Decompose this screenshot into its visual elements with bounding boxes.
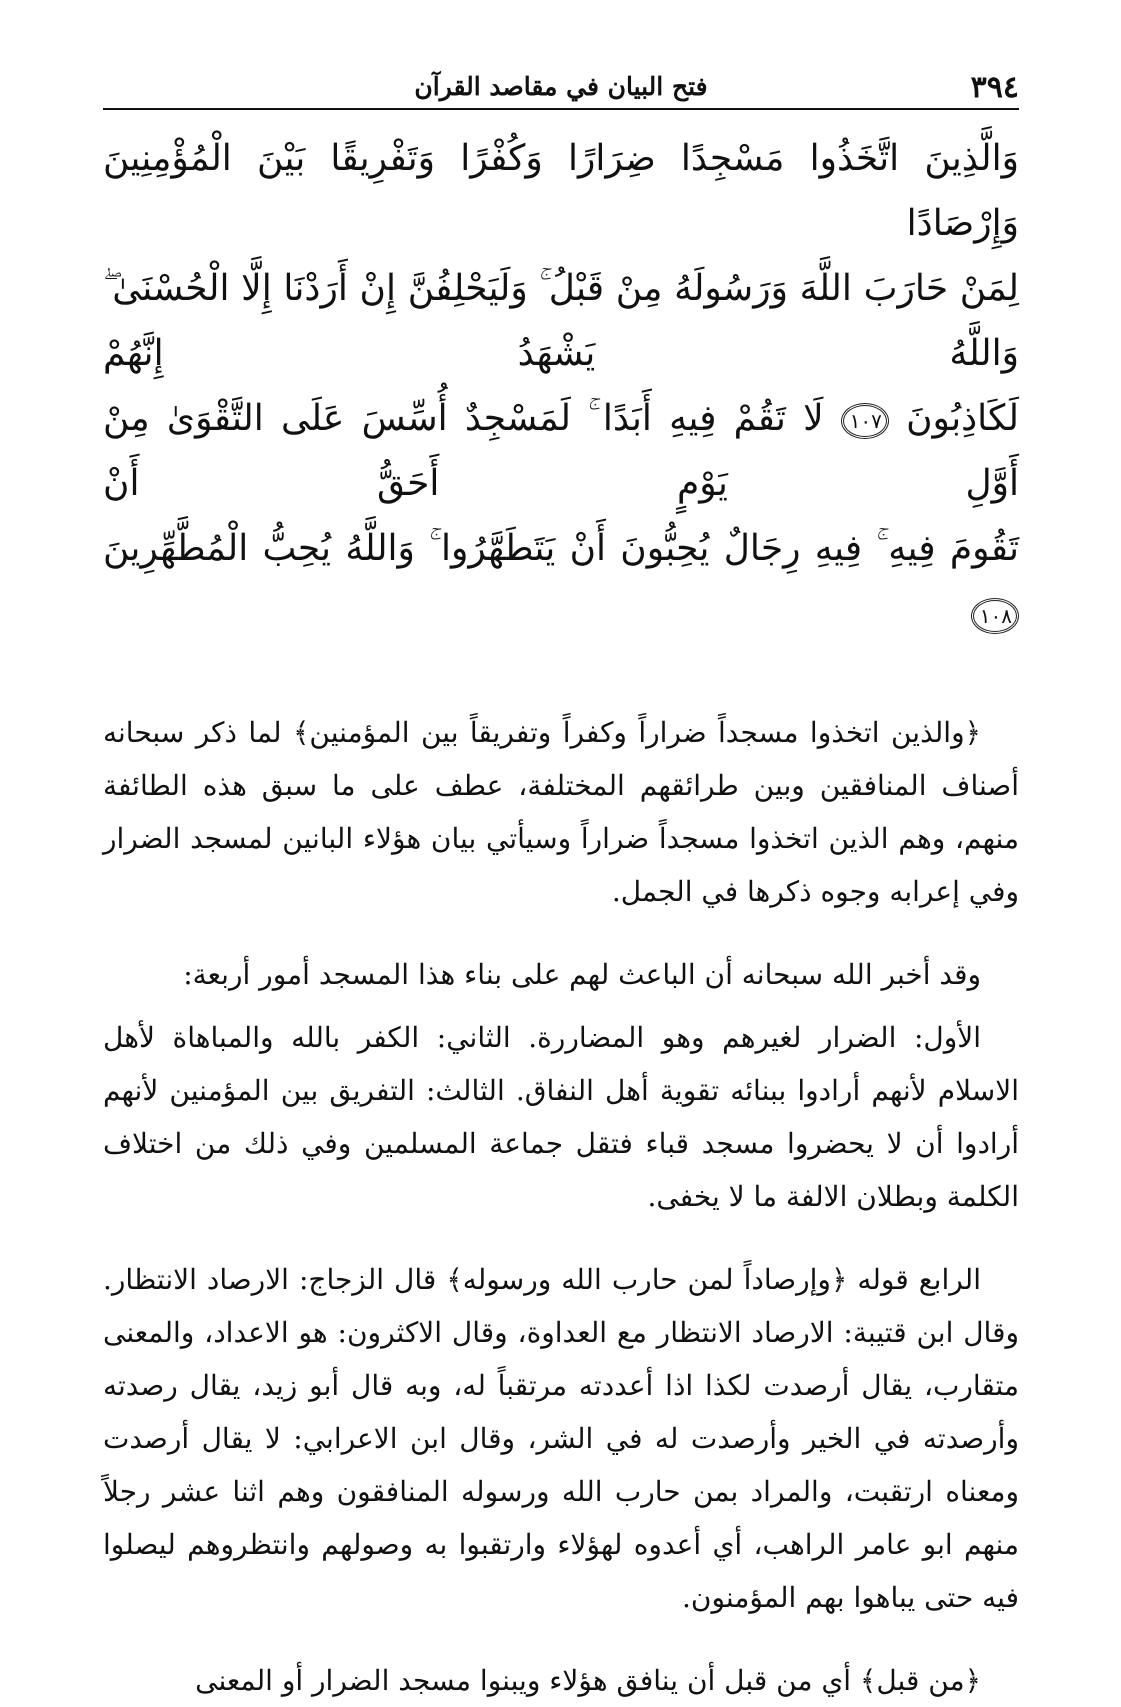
document-page <box>103 68 1019 1707</box>
page-header <box>103 68 1019 110</box>
ayah-number-marker: ١٠٨ <box>971 598 1019 634</box>
page-number: ٣٩٤ <box>970 70 1019 105</box>
commentary-paragraph: ﴿من قبل﴾ أي من قبل أن ينافق هؤلاء ويبنوا مسجد الضرار أو المعنى <box>195 1664 981 1697</box>
commentary-paragraph: الرابع قوله ﴿وإرصاداً لمن حارب الله ورسوله﴾ قال الزجاج: الارصاد الانتظار. وقال ابن قتيبة: الارصاد الانتظار مع العداوة، وقال الاكثرون: هو الاعداد، والمعنى متقارب، يقال أرصدت لكذا اذا أعددته مرتقباً له، وبه قال أبو زيد، يقال رصدته وأرصدته في الخير وأرصدت له في الشر، وقال ابن الاعرابي: لا يقال أرصدت ومعناه ارتقبت، والمراد بمن حارب الله ورسوله المنافقون وهم اثنا عشر رجلاً منهم ابو عامر الراهب، أي أعدوه لهؤلاء وارتقبوا به وصولهم وانتظروهم ليصلوا فيه حتى يباهوا بهم المؤمنون. <box>103 1263 1020 1614</box>
commentary-paragraph: ﴿والذين اتخذوا مسجداً ضراراً وكفراً وتفريقاً بين المؤمنين﴾ لما ذكر سبحانه أصناف المنافقين وبين طرائقهم المختلفة، عطف على ما سبق هذه الطائفة منهم، وهم الذين اتخذوا مسجداً ضراراً وسيأتي بيان هؤلاء البانين لمسجد الضرار وفي إعرابه وجوه ذكرها في الجمل. <box>103 716 1019 908</box>
quran-verses-block <box>103 126 1019 646</box>
verse-fragment: لَكَاذِبُونَ <box>906 398 1019 439</box>
verse-line: وَالَّذِينَ اتَّخَذُوا مَسْجِدًا ضِرَارًا وَكُفْرًا وَتَفْرِيقًا بَيْنَ الْمُؤْمِنِينَ وَإِرْصَادًا <box>103 138 1019 244</box>
commentary-paragraph: وقد أخبر الله سبحانه أن الباعث لهم على بناء هذا المسجد أمور أربعة: <box>183 958 981 991</box>
verse-line: لِمَنْ حَارَبَ اللَّهَ وَرَسُولَهُ مِنْ قَبْلُ ۚ وَلَيَحْلِفُنَّ إِنْ أَرَدْنَا إِلَّا الْحُسْنَىٰ ۖ وَاللَّهُ يَشْهَدُ إِنَّهُمْ <box>103 268 1019 374</box>
verse-fragment: تَقُومَ فِيهِ ۚ فِيهِ رِجَالٌ يُحِبُّونَ أَنْ يَتَطَهَّرُوا ۚ وَاللَّهُ يُحِبُّ الْمُطَّهِّرِينَ <box>103 528 1019 569</box>
ayah-number-marker: ١٠٧ <box>841 403 889 439</box>
verse-line <box>103 386 1019 516</box>
verse-fragment: لَا تَقُمْ فِيهِ أَبَدًا ۚ لَمَسْجِدٌ أُسِّسَ عَلَى التَّقْوَىٰ مِنْ أَوَّلِ يَوْمٍ أَحَقُّ أَنْ <box>103 398 1019 504</box>
verse-line <box>103 516 1019 646</box>
commentary-paragraph: الأول: الضرار لغيرهم وهو المضاررة. الثاني: الكفر بالله والمباهاة لأهل الاسلام لأنهم أرادوا ببنائه تقوية أهل النفاق. الثالث: التفريق بين المؤمنين لأنهم أرادوا أن لا يحضروا مسجد قباء فتقل جماعة المسلمين وفي ذلك من اختلاف الكلمة وبطلان الالفة ما لا يخفى. <box>103 1021 1019 1213</box>
running-title: فتح البيان في مقاصد القرآن <box>414 72 708 101</box>
